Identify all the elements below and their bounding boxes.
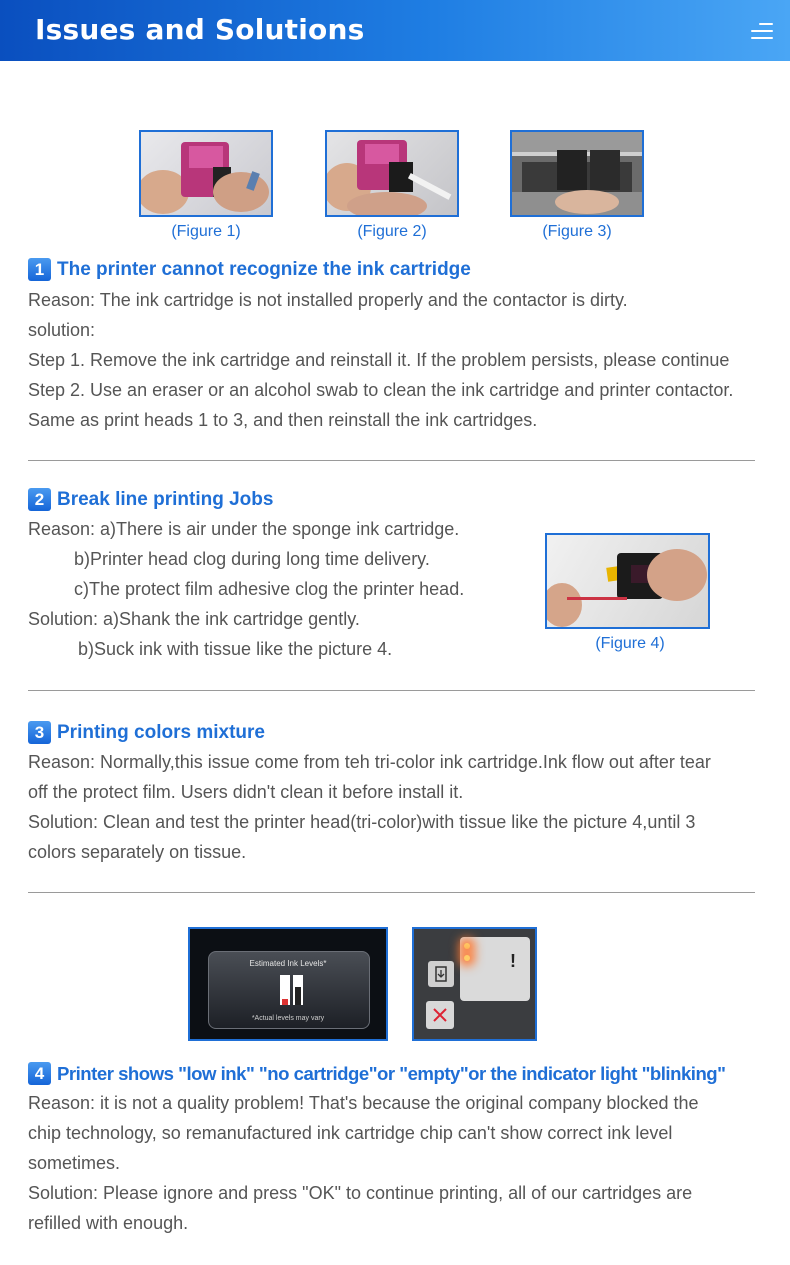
section-1-title: The printer cannot recognize the ink cartridge (57, 258, 471, 280)
section-1-line: Same as print heads 1 to 3, and then reinstall the ink cartridges. (28, 410, 538, 430)
section-2-title: Break line printing Jobs (57, 488, 274, 510)
section-1-line: Step 2. Use an eraser or an alcohol swab to clean the ink cartridge and printer contactor. (28, 380, 734, 400)
section-3-line: off the protect film. Users didn't clean it before install it. (28, 782, 464, 802)
section-2-line: b)Suck ink with tissue like the picture 4. (78, 639, 393, 659)
section-1-line: Step 1. Remove the ink cartridge and reinstall it. If the problem persists, please continue (28, 350, 730, 370)
number-badge: 3 (28, 721, 51, 744)
section-1-line: solution: (28, 320, 96, 340)
section-4-heading (28, 1062, 725, 1085)
ink-levels-title: Estimated Ink Levels* (249, 959, 327, 968)
section-3-heading (28, 721, 265, 744)
figure-4-photo (545, 533, 710, 629)
section-2-line: Reason: a)There is air under the sponge ink cartridge. (28, 519, 460, 539)
document-icon (428, 961, 454, 987)
section-3-line: colors separately on tissue. (28, 842, 247, 862)
number-badge: 1 (28, 258, 51, 281)
figure-2-photo (325, 130, 459, 217)
section-4-title: Printer shows "low ink" "no cartridge"or "empty"or the indicator light "blinking" (57, 1062, 726, 1084)
section-2-line: c)The protect film adhesive clog the printer head. (74, 579, 465, 599)
divider (28, 690, 755, 691)
figure-3-caption: (Figure 3) (542, 223, 612, 240)
section-4-line: Solution: Please ignore and press "OK" to continue printing, all of our cartridges are (28, 1183, 693, 1203)
close-x-icon (426, 1001, 454, 1029)
ink-levels-note: *Actual levels may vary (251, 1015, 325, 1022)
control-panel-photo (412, 927, 537, 1041)
section-4-line: sometimes. (28, 1153, 121, 1173)
divider (28, 892, 755, 893)
warning-icon: ! (510, 951, 516, 971)
menu-icon[interactable] (751, 22, 773, 40)
figure-1-photo (139, 130, 273, 217)
section-1-heading (28, 258, 471, 281)
figure-3-photo (510, 130, 644, 217)
figure-2-caption: (Figure 2) (357, 223, 427, 240)
section-4-line: refilled with enough. (28, 1213, 189, 1233)
section-2-heading (28, 488, 273, 511)
figure-4-caption: (Figure 4) (595, 635, 665, 652)
ink-level-screen-photo (188, 927, 388, 1041)
section-1-line: Reason: The ink cartridge is not installed properly and the contactor is dirty. (28, 290, 628, 310)
section-2-line: b)Printer head clog during long time delivery. (74, 549, 430, 569)
section-2-line: Solution: a)Shank the ink cartridge gently. (28, 609, 360, 629)
page-title: Issues and Solutions (35, 13, 365, 46)
page-header (0, 0, 790, 61)
figure-1-caption: (Figure 1) (171, 223, 241, 240)
section-3-title: Printing colors mixture (57, 721, 265, 743)
number-badge: 2 (28, 488, 51, 511)
section-4-line: chip technology, so remanufactured ink cartridge chip can't show correct ink level (28, 1123, 673, 1143)
number-badge: 4 (28, 1062, 51, 1085)
section-3-line: Solution: Clean and test the printer head(tri-color)with tissue like the picture 4,until 3 (28, 812, 696, 832)
section-4-line: Reason: it is not a quality problem! That's because the original company blocked the (28, 1093, 699, 1113)
divider (28, 460, 755, 461)
section-3-line: Reason: Normally,this issue come from teh tri-color ink cartridge.Ink flow out after tear (28, 752, 711, 772)
